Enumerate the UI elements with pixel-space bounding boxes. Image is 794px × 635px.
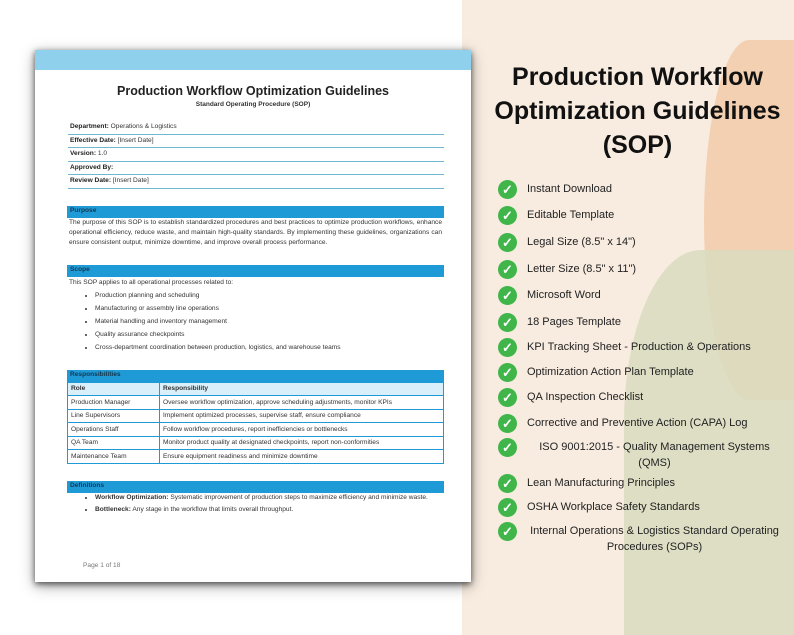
cell-role: QA Team <box>68 436 160 450</box>
section-heading: Scope <box>67 265 444 277</box>
feature-label: Microsoft Word <box>527 289 601 301</box>
feature-item <box>498 363 694 382</box>
feature-item <box>498 414 748 433</box>
table-row <box>68 450 444 464</box>
feature-item <box>498 498 700 517</box>
meta-row <box>68 148 444 162</box>
cell-responsibility: Oversee workflow optimization, approve scheduling adjustments, monitor KPIs <box>160 396 444 410</box>
table-row <box>68 423 444 437</box>
responsibilities-table <box>67 382 444 464</box>
definition-text: Any stage in the workflow that limits overall throughput. <box>130 505 294 513</box>
list-item: • Manufacturing or assembly line operations <box>95 302 444 315</box>
meta-value: [Insert Date] <box>111 177 149 184</box>
feature-item <box>498 388 643 407</box>
feature-label: Instant Download <box>527 183 612 195</box>
meta-value: Operations & Logistics <box>108 123 177 130</box>
meta-row <box>68 135 444 149</box>
feature-item <box>498 313 621 332</box>
responsibilities-section <box>67 370 444 464</box>
section-heading: Purpose <box>67 206 444 218</box>
feature-label: Lean Manufacturing Principles <box>527 477 675 489</box>
definitions-list <box>67 493 444 515</box>
check-icon: ✓ <box>498 286 517 305</box>
cell-responsibility: Follow workflow procedures, report inefficiencies or bottlenecks <box>160 423 444 437</box>
doc-subtitle: Standard Operating Procedure (SOP) <box>195 101 311 108</box>
doc-top-bar <box>35 50 471 70</box>
scope-intro: This SOP applies to all operational processes related to: <box>69 278 234 286</box>
feature-label: Legal Size (8.5" x 14") <box>527 236 636 248</box>
table-row <box>68 436 444 450</box>
meta-label: Department: <box>70 123 109 130</box>
check-icon: ✓ <box>498 522 517 541</box>
document-preview <box>35 50 471 582</box>
section-heading: Definitions <box>67 481 444 493</box>
feature-label: Internal Operations & Logistics Standard Operating Procedures (SOPs) <box>530 525 779 553</box>
feature-item <box>498 233 636 252</box>
meta-value: 1.0 <box>96 150 108 157</box>
check-icon: ✓ <box>498 438 517 457</box>
feature-label: Corrective and Preventive Action (CAPA) Log <box>527 417 748 429</box>
feature-label: OSHA Workplace Safety Standards <box>527 501 700 513</box>
column-header: Role <box>68 382 160 396</box>
check-icon: ✓ <box>498 313 517 332</box>
feature-item <box>498 260 636 279</box>
feature-label: QA Inspection Checklist <box>527 391 644 403</box>
definition-text: Systematic improvement of production steps to maximize efficiency and minimize waste. <box>168 493 428 501</box>
purpose-text: The purpose of this SOP is to establish standardized procedures and best practices to optimize production workflows, enhance operational efficiency, reduce waste, and maintain high-quality standards. By implementing these guidelines, organizations can ensure consistent output, minimize downtime, and improve overall process performance. <box>69 218 442 246</box>
list-item: • Material handling and inventory management <box>95 315 444 328</box>
meta-row <box>68 175 444 189</box>
check-icon: ✓ <box>498 474 517 493</box>
doc-title: Production Workflow Optimization Guidelines <box>117 84 389 98</box>
cell-role: Line Supervisors <box>68 409 160 423</box>
feature-label: KPI Tracking Sheet - Production & Operations <box>527 341 751 353</box>
list-item <box>95 493 444 503</box>
cell-responsibility: Implement optimized processes, supervise staff, ensure compliance <box>160 409 444 423</box>
doc-meta <box>68 121 444 189</box>
cell-responsibility: Ensure equipment readiness and minimize downtime <box>160 450 444 464</box>
list-item: • Cross-department coordination between production, logistics, and warehouse teams <box>95 341 444 354</box>
check-icon: ✓ <box>498 233 517 252</box>
meta-label: Review Date: <box>70 177 112 184</box>
check-icon: ✓ <box>498 180 517 199</box>
table-row <box>68 409 444 423</box>
feature-item <box>498 474 675 493</box>
cell-role: Operations Staff <box>68 423 160 437</box>
purpose-section <box>67 206 444 248</box>
scope-list <box>67 289 444 354</box>
page-number: Page 1 of 18 <box>83 562 121 569</box>
feature-label: Editable Template <box>527 209 615 221</box>
meta-row <box>68 121 444 135</box>
feature-item <box>498 338 751 357</box>
check-icon: ✓ <box>498 260 517 279</box>
feature-item <box>498 522 782 555</box>
meta-label: Approved By: <box>70 163 114 171</box>
feature-label: Optimization Action Plan Template <box>527 366 694 378</box>
definition-term: Bottleneck: <box>95 505 131 513</box>
promo-title: Production Workflow Optimization Guidelines (SOP) <box>494 63 781 159</box>
cell-role: Production Manager <box>68 396 160 410</box>
feature-label: ISO 9001:2015 - Quality Management Systems (QMS) <box>539 441 770 469</box>
feature-item <box>498 286 601 305</box>
list-item: • Production planning and scheduling <box>95 289 444 302</box>
table-row <box>68 396 444 410</box>
feature-item <box>498 206 614 225</box>
meta-label: Effective Date: <box>70 136 116 144</box>
section-heading: Responsibilities <box>67 370 444 382</box>
scope-section <box>67 265 444 354</box>
feature-item <box>498 438 782 471</box>
definitions-section <box>67 481 444 515</box>
feature-item <box>498 180 612 199</box>
feature-label: Letter Size (8.5" x 11") <box>527 263 637 275</box>
meta-row <box>68 162 444 176</box>
meta-value: [Insert Date] <box>115 136 154 144</box>
check-icon: ✓ <box>498 388 517 407</box>
list-item <box>95 505 444 515</box>
feature-label: 18 Pages Template <box>527 316 621 328</box>
check-icon: ✓ <box>498 363 517 382</box>
check-icon: ✓ <box>498 414 517 433</box>
cell-role: Maintenance Team <box>68 450 160 464</box>
table-header <box>68 382 444 396</box>
meta-label: Version: <box>70 150 97 157</box>
cell-responsibility: Monitor product quality at designated checkpoints, report non-conformities <box>160 436 444 450</box>
check-icon: ✓ <box>498 338 517 357</box>
check-icon: ✓ <box>498 206 517 225</box>
column-header: Responsibility <box>160 382 444 396</box>
definition-term: Workflow Optimization: <box>95 493 169 501</box>
check-icon: ✓ <box>498 498 517 517</box>
list-item: • Quality assurance checkpoints <box>95 328 444 341</box>
